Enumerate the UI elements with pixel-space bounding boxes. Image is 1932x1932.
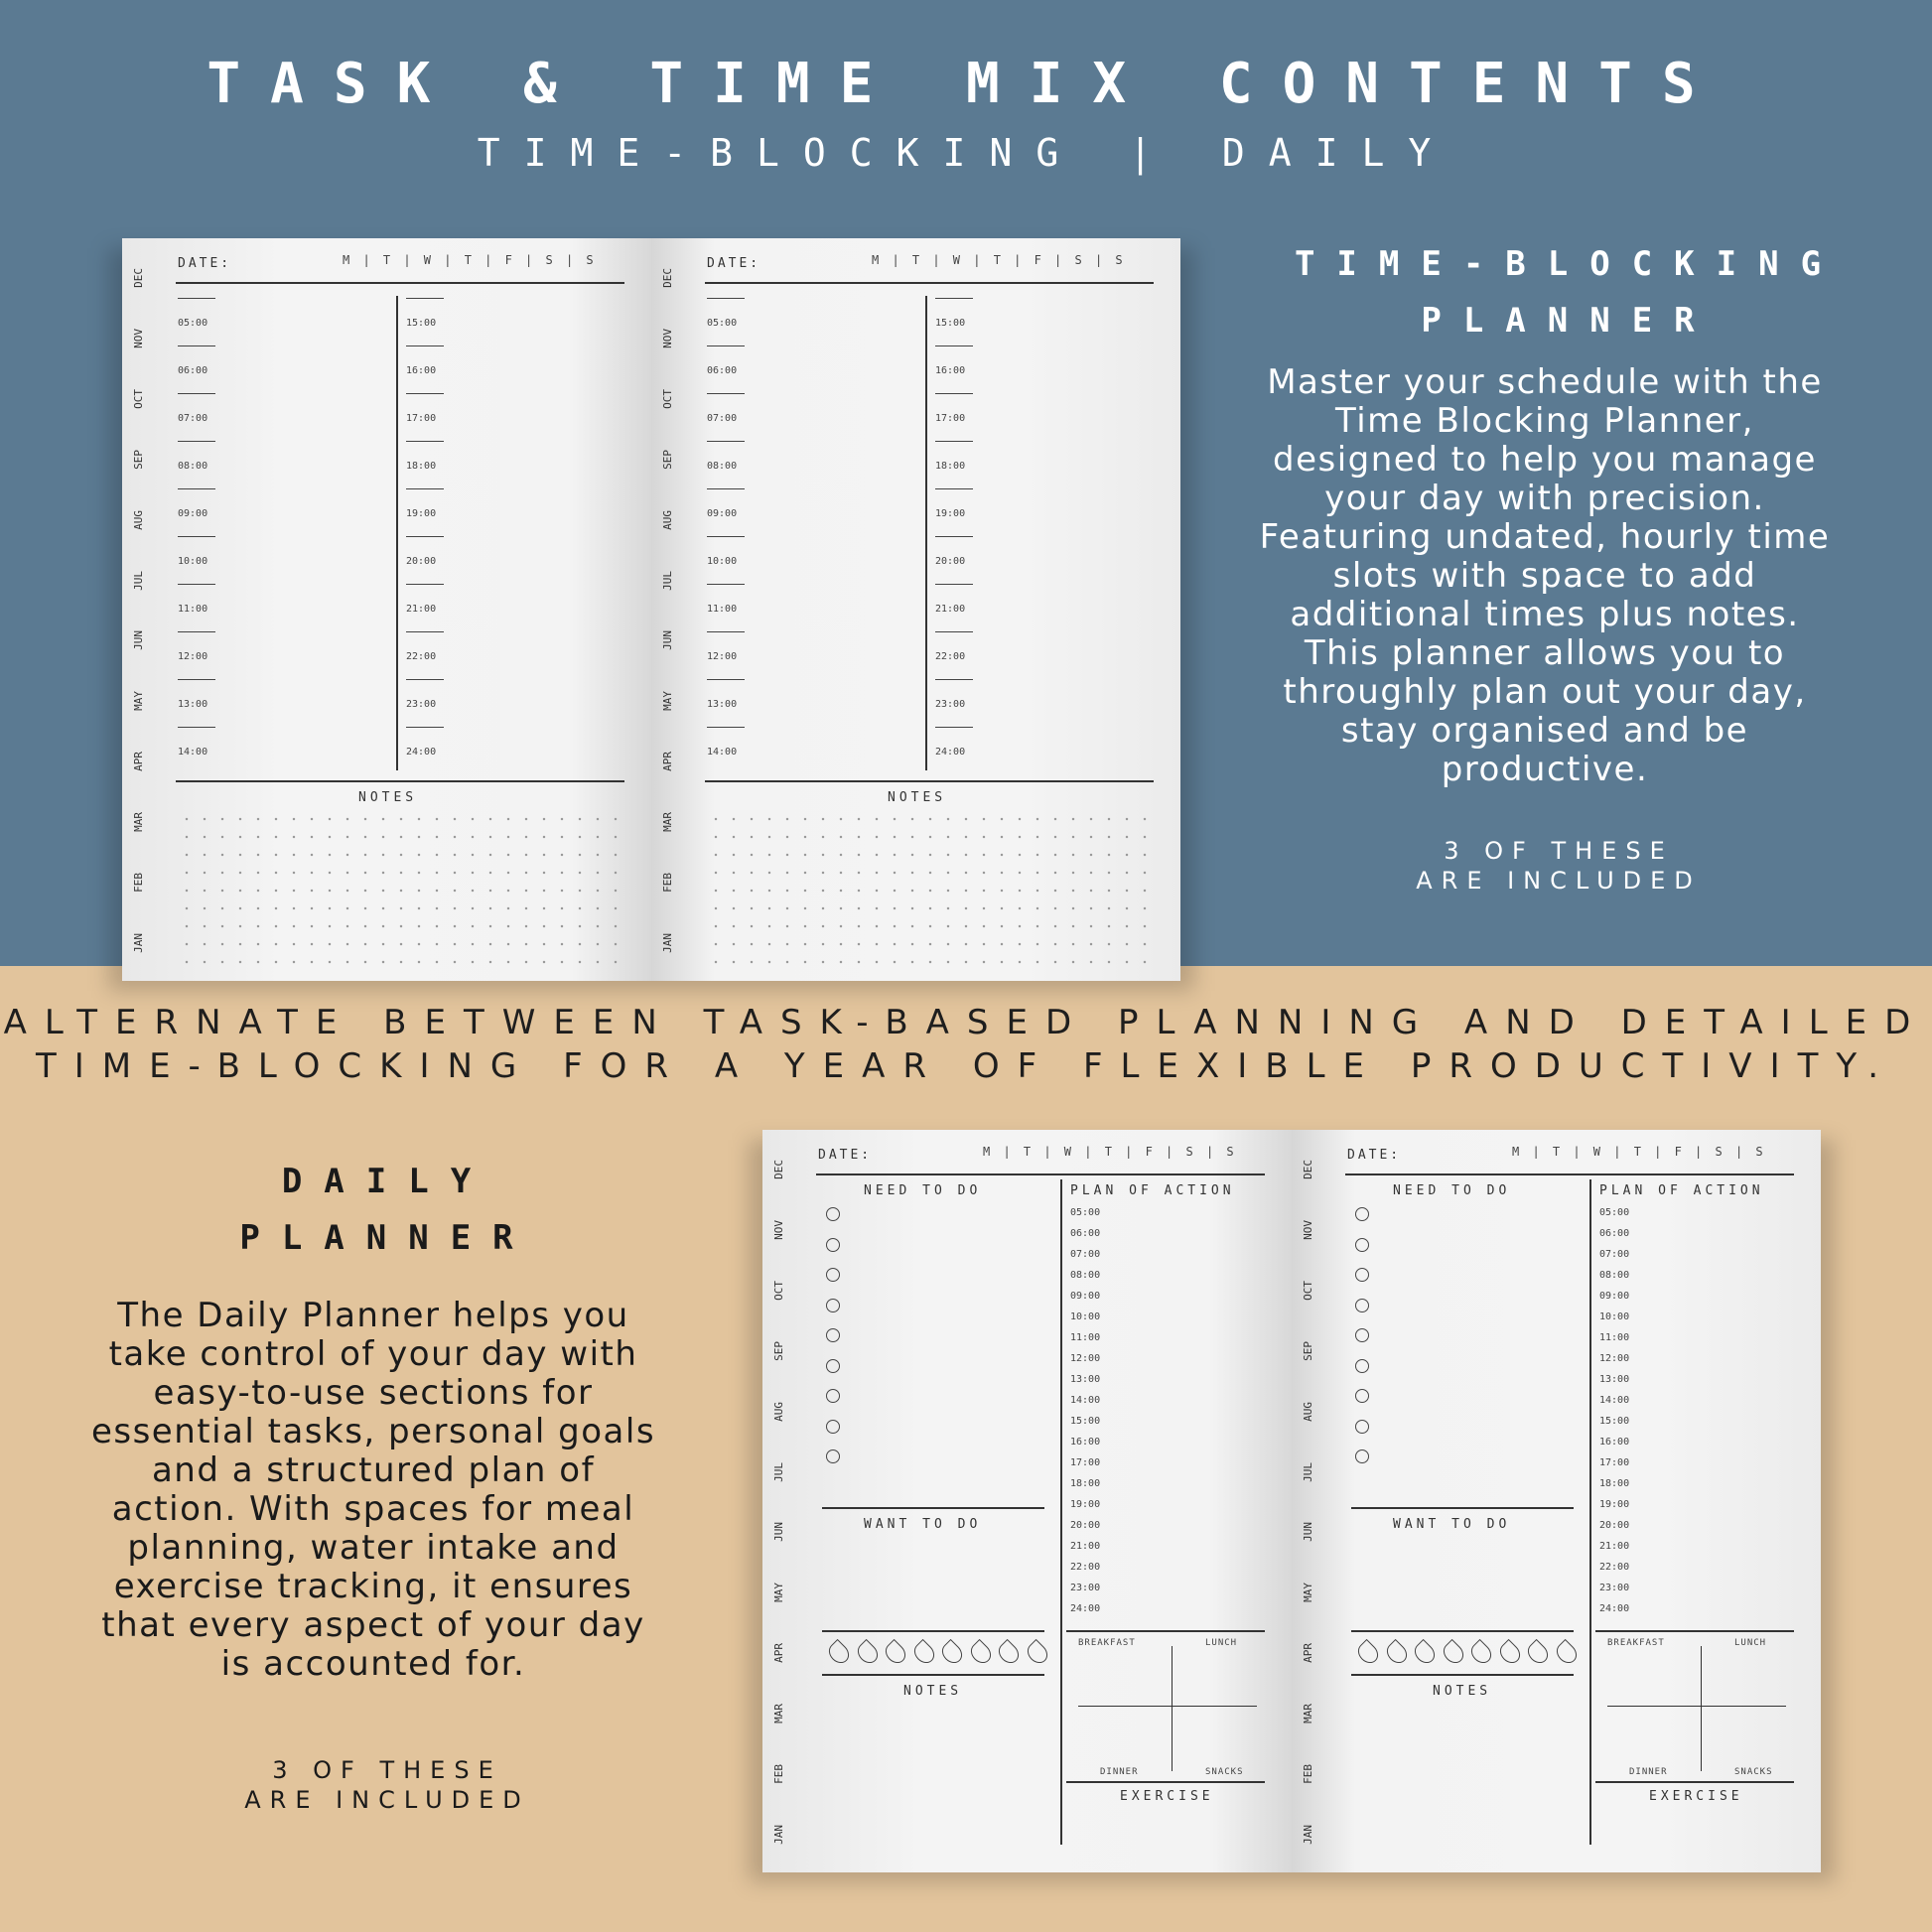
month-tabs (1298, 1160, 1317, 1845)
time-label: 14:00 (1599, 1395, 1630, 1406)
time-label: 22:00 (1070, 1562, 1101, 1573)
month-tab: AUG (1301, 1401, 1314, 1422)
snacks-label: SNACKS (1734, 1767, 1773, 1777)
time-label: 24:00 (1599, 1603, 1630, 1614)
time-label: 16:00 (406, 365, 437, 376)
dot-grid (178, 810, 621, 967)
month-tab: JUN (1301, 1522, 1314, 1543)
month-tab: JAN (1301, 1824, 1314, 1845)
month-tab: JAN (131, 932, 145, 953)
want-rule (822, 1507, 1044, 1509)
daily-heading-line2: PLANNER (239, 1218, 535, 1258)
time-slot-rule (935, 536, 973, 537)
todo-checkbox[interactable] (826, 1420, 840, 1434)
date-label: DATE: (1347, 1148, 1402, 1163)
month-tab: MAR (1301, 1704, 1314, 1725)
column-divider (925, 296, 927, 770)
time-label: 16:00 (935, 365, 966, 376)
notes-rule (176, 780, 624, 782)
month-tab: JAN (771, 1824, 785, 1845)
month-tab: OCT (771, 1280, 785, 1301)
time-label: 08:00 (1599, 1270, 1630, 1281)
time-blocking-heading-line1: TIME-BLOCKING (1294, 244, 1844, 284)
exercise-label: EXERCISE (1649, 1789, 1743, 1804)
todo-checkbox[interactable] (1355, 1449, 1369, 1463)
month-tab: DEC (1301, 1160, 1314, 1179)
month-tab: AUG (131, 509, 145, 530)
time-slot-rule (178, 727, 215, 728)
time-slot-rule (707, 679, 745, 680)
todo-checkbox[interactable] (826, 1328, 840, 1342)
time-blocking-included-note (1350, 836, 1767, 896)
time-slot-rule (406, 298, 444, 299)
water-drop-icon[interactable] (1411, 1639, 1439, 1667)
time-label: 10:00 (707, 556, 738, 567)
time-label: 21:00 (935, 604, 966, 615)
time-slot-rule (935, 441, 973, 442)
water-drop-icon[interactable] (1552, 1639, 1580, 1667)
time-label: 07:00 (1599, 1249, 1630, 1260)
month-tab: JUL (771, 1461, 785, 1482)
time-label: 11:00 (1599, 1332, 1630, 1343)
weekday-selector: M | T | W | T | F | S | S (1512, 1145, 1766, 1159)
time-slot-rule (406, 584, 444, 585)
notes-label: NOTES (888, 790, 947, 805)
todo-checkbox[interactable] (1355, 1420, 1369, 1434)
time-label: 24:00 (1070, 1603, 1101, 1614)
exercise-label: EXERCISE (1120, 1789, 1214, 1804)
time-slot-rule (935, 345, 973, 346)
time-slot-rule (178, 488, 215, 489)
time-slot-rule (178, 584, 215, 585)
time-label: 06:00 (707, 365, 738, 376)
meals-horizontal-divider (1078, 1706, 1257, 1707)
time-label: 21:00 (1070, 1541, 1101, 1552)
water-drop-icon[interactable] (938, 1639, 966, 1667)
time-slot-rule (178, 679, 215, 680)
water-drop-icon[interactable] (909, 1639, 937, 1667)
time-slot-rule (707, 536, 745, 537)
time-label: 07:00 (178, 413, 208, 424)
daily-description: The Daily Planner helps you take control of your day with easy-to-use sections for essential tasks, personal goals and a structured plan of action. With spaces for meal planning, water intake and exercise tracking, it ensures that every aspect of your day is accounted for. (90, 1296, 656, 1684)
want-to-do-label: WANT TO DO (1393, 1517, 1511, 1532)
time-label: 09:00 (1070, 1291, 1101, 1302)
time-blocking-heading-line2: PLANNER (1421, 301, 1717, 341)
time-label: 22:00 (406, 651, 437, 662)
snacks-label: SNACKS (1205, 1767, 1244, 1777)
water-drop-icon[interactable] (1354, 1639, 1382, 1667)
time-label: 17:00 (1070, 1457, 1101, 1468)
month-tab: APR (660, 752, 674, 772)
month-tab: OCT (660, 388, 674, 409)
todo-checkbox[interactable] (1355, 1328, 1369, 1342)
breakfast-label: BREAKFAST (1078, 1638, 1136, 1648)
time-slot-rule (707, 298, 745, 299)
month-tab: JAN (660, 932, 674, 953)
time-slot-rule (935, 727, 973, 728)
month-tab: JUN (660, 630, 674, 651)
month-tab: AUG (771, 1401, 785, 1422)
month-tab: SEP (660, 449, 674, 470)
time-slot-rule (178, 393, 215, 394)
time-slot-rule (707, 345, 745, 346)
time-slot-rule (178, 345, 215, 346)
time-label: 07:00 (707, 413, 738, 424)
todo-checkbox[interactable] (826, 1268, 840, 1282)
meals-vertical-divider (1701, 1646, 1702, 1771)
time-slot-rule (178, 298, 215, 299)
month-tab: MAY (1301, 1583, 1314, 1603)
notes-label: NOTES (1433, 1684, 1492, 1699)
header-rule (816, 1173, 1265, 1175)
time-slot-rule (406, 488, 444, 489)
time-label: 12:00 (707, 651, 738, 662)
month-tab: DEC (660, 268, 674, 288)
water-rule (1351, 1630, 1574, 1632)
dinner-label: DINNER (1100, 1767, 1139, 1777)
todo-checkbox[interactable] (1355, 1268, 1369, 1282)
notes-rule (1351, 1674, 1574, 1676)
month-tab: FEB (771, 1764, 785, 1784)
month-tab: APR (131, 752, 145, 772)
time-label: 06:00 (1599, 1228, 1630, 1239)
water-drop-icon[interactable] (1023, 1639, 1050, 1667)
meals-vertical-divider (1172, 1646, 1173, 1771)
month-tab: NOV (131, 328, 145, 348)
time-label: 12:00 (178, 651, 208, 662)
daily-planner-mockup (762, 1130, 1821, 1872)
todo-checkbox[interactable] (1355, 1299, 1369, 1312)
month-tab: JUL (660, 570, 674, 591)
time-label: 09:00 (1599, 1291, 1630, 1302)
todo-checkbox[interactable] (1355, 1207, 1369, 1221)
month-tab: JUN (131, 630, 145, 651)
time-slot-rule (935, 393, 973, 394)
time-slot-rule (406, 536, 444, 537)
month-tab: SEP (771, 1340, 785, 1361)
need-to-do-label: NEED TO DO (864, 1183, 982, 1198)
time-label: 11:00 (707, 604, 738, 615)
daily-included-line2: ARE INCLUDED (244, 1786, 530, 1814)
time-label: 05:00 (707, 318, 738, 329)
time-label: 21:00 (1599, 1541, 1630, 1552)
month-tab: NOV (660, 328, 674, 348)
time-label: 19:00 (1599, 1499, 1630, 1510)
time-slot-rule (406, 631, 444, 632)
daily-included-line1: 3 OF THESE (272, 1756, 502, 1784)
time-slot-rule (707, 488, 745, 489)
month-tab: SEP (131, 449, 145, 470)
weekday-selector: M | T | W | T | F | S | S (983, 1145, 1237, 1159)
todo-checkbox[interactable] (826, 1449, 840, 1463)
month-tab: OCT (1301, 1280, 1314, 1301)
time-label: 14:00 (178, 747, 208, 758)
month-tabs (768, 1160, 788, 1845)
time-label: 14:00 (1070, 1395, 1101, 1406)
time-slot-rule (406, 345, 444, 346)
time-label: 11:00 (178, 604, 208, 615)
time-label: 08:00 (707, 461, 738, 472)
time-label: 20:00 (935, 556, 966, 567)
water-drop-icon[interactable] (995, 1639, 1023, 1667)
time-slot-rule (406, 679, 444, 680)
time-label: 06:00 (1070, 1228, 1101, 1239)
column-divider (396, 296, 398, 770)
water-drop-icon[interactable] (1495, 1639, 1523, 1667)
time-blocking-included-line1: 3 OF THESE (1444, 837, 1674, 865)
time-slot-rule (935, 488, 973, 489)
todo-checkbox[interactable] (1355, 1238, 1369, 1252)
column-divider (1589, 1179, 1591, 1845)
page-subtitle: TIME-BLOCKING | DAILY (477, 131, 1455, 175)
month-tab: MAR (131, 812, 145, 833)
daily-heading-line1: DAILY (281, 1162, 493, 1201)
time-label: 21:00 (406, 604, 437, 615)
month-tab: MAY (660, 691, 674, 712)
time-slot-rule (707, 441, 745, 442)
lunch-label: LUNCH (1734, 1638, 1767, 1648)
month-tab: JUL (131, 570, 145, 591)
time-label: 08:00 (1070, 1270, 1101, 1281)
time-label: 10:00 (1599, 1311, 1630, 1322)
month-tabs (128, 268, 148, 953)
month-tab: FEB (660, 873, 674, 893)
time-label: 05:00 (1070, 1207, 1101, 1218)
time-slot-rule (406, 727, 444, 728)
time-label: 10:00 (1070, 1311, 1101, 1322)
plan-of-action-label: PLAN OF ACTION (1599, 1183, 1764, 1198)
time-label: 15:00 (1070, 1416, 1101, 1427)
time-label: 15:00 (406, 318, 437, 329)
time-slot-rule (935, 298, 973, 299)
date-label: DATE: (818, 1148, 873, 1163)
header-rule (705, 282, 1154, 284)
column-divider (1060, 1179, 1062, 1845)
time-slot-rule (178, 536, 215, 537)
time-label: 09:00 (178, 508, 208, 519)
month-tab: AUG (660, 509, 674, 530)
meals-rule (1066, 1630, 1265, 1632)
water-drop-icon[interactable] (1382, 1639, 1410, 1667)
water-drop-icon[interactable] (825, 1639, 853, 1667)
want-to-do-label: WANT TO DO (864, 1517, 982, 1532)
time-label: 13:00 (1070, 1374, 1101, 1385)
time-blocking-planner-mockup (122, 238, 1180, 981)
time-label: 13:00 (178, 699, 208, 710)
month-tab: NOV (771, 1219, 785, 1240)
notes-rule (705, 780, 1154, 782)
time-label: 23:00 (935, 699, 966, 710)
todo-checkbox[interactable] (1355, 1359, 1369, 1373)
time-label: 16:00 (1070, 1437, 1101, 1448)
time-label: 16:00 (1599, 1437, 1630, 1448)
month-tab: DEC (771, 1160, 785, 1179)
time-blocking-left-page (122, 238, 651, 981)
month-tab: FEB (1301, 1764, 1314, 1784)
time-slot-rule (707, 584, 745, 585)
weekday-selector: M | T | W | T | F | S | S (872, 253, 1126, 267)
time-label: 12:00 (1070, 1353, 1101, 1364)
time-label: 18:00 (406, 461, 437, 472)
time-label: 18:00 (1070, 1478, 1101, 1489)
month-tab: SEP (1301, 1340, 1314, 1361)
time-label: 13:00 (707, 699, 738, 710)
time-label: 18:00 (935, 461, 966, 472)
time-slot-rule (178, 631, 215, 632)
want-rule (1351, 1507, 1574, 1509)
exercise-rule (1595, 1781, 1794, 1783)
time-slot-rule (935, 584, 973, 585)
water-rule (822, 1630, 1044, 1632)
time-label: 15:00 (1599, 1416, 1630, 1427)
time-label: 05:00 (1599, 1207, 1630, 1218)
time-label: 17:00 (406, 413, 437, 424)
time-label: 18:00 (1599, 1478, 1630, 1489)
breakfast-label: BREAKFAST (1607, 1638, 1665, 1648)
time-label: 22:00 (935, 651, 966, 662)
todo-checkbox[interactable] (826, 1359, 840, 1373)
date-label: DATE: (178, 256, 232, 271)
time-label: 23:00 (1070, 1583, 1101, 1593)
time-label: 10:00 (178, 556, 208, 567)
time-label: 23:00 (1599, 1583, 1630, 1593)
lunch-label: LUNCH (1205, 1638, 1238, 1648)
time-label: 20:00 (1070, 1520, 1101, 1531)
water-drop-icon[interactable] (1467, 1639, 1495, 1667)
time-label: 14:00 (707, 747, 738, 758)
weekday-selector: M | T | W | T | F | S | S (343, 253, 597, 267)
time-label: 17:00 (935, 413, 966, 424)
dot-grid (707, 810, 1150, 967)
page-title: TASK & TIME MIX CONTENTS (207, 52, 1725, 116)
todo-checkbox[interactable] (826, 1299, 840, 1312)
water-drop-icon[interactable] (966, 1639, 994, 1667)
time-slot-rule (406, 441, 444, 442)
time-label: 20:00 (1599, 1520, 1630, 1531)
header-rule (1345, 1173, 1794, 1175)
tagline-line1: ALTERNATE BETWEEN TASK-BASED PLANNING AND DETAILED (3, 1003, 1929, 1042)
date-label: DATE: (707, 256, 761, 271)
header-rule (176, 282, 624, 284)
time-blocking-included-line2: ARE INCLUDED (1416, 867, 1702, 895)
todo-checkbox[interactable] (826, 1238, 840, 1252)
month-tab: DEC (131, 268, 145, 288)
time-slot-rule (935, 631, 973, 632)
time-label: 22:00 (1599, 1562, 1630, 1573)
plan-of-action-label: PLAN OF ACTION (1070, 1183, 1235, 1198)
time-blocking-right-page (651, 238, 1180, 981)
time-label: 11:00 (1070, 1332, 1101, 1343)
time-slot-rule (406, 393, 444, 394)
month-tab: JUN (771, 1522, 785, 1543)
todo-checkbox[interactable] (1355, 1389, 1369, 1403)
time-label: 24:00 (406, 747, 437, 758)
water-drop-icon[interactable] (1524, 1639, 1552, 1667)
time-slot-rule (935, 679, 973, 680)
notes-label: NOTES (358, 790, 418, 805)
time-label: 12:00 (1599, 1353, 1630, 1364)
time-blocking-heading (1241, 236, 1896, 349)
exercise-rule (1066, 1781, 1265, 1783)
time-label: 15:00 (935, 318, 966, 329)
month-tab: APR (1301, 1643, 1314, 1664)
month-tab: APR (771, 1643, 785, 1664)
month-tab: MAY (771, 1583, 785, 1603)
time-label: 09:00 (707, 508, 738, 519)
daily-included-note (179, 1755, 596, 1815)
time-slot-rule (707, 727, 745, 728)
time-label: 08:00 (178, 461, 208, 472)
todo-checkbox[interactable] (826, 1389, 840, 1403)
time-slot-rule (178, 441, 215, 442)
water-drop-icon[interactable] (853, 1639, 881, 1667)
time-label: 19:00 (935, 508, 966, 519)
time-label: 06:00 (178, 365, 208, 376)
time-slot-rule (707, 631, 745, 632)
time-label: 13:00 (1599, 1374, 1630, 1385)
month-tab: NOV (1301, 1219, 1314, 1240)
daily-heading (199, 1154, 576, 1267)
month-tab: FEB (131, 873, 145, 893)
time-label: 19:00 (1070, 1499, 1101, 1510)
daily-left-page (762, 1130, 1292, 1872)
meals-horizontal-divider (1607, 1706, 1786, 1707)
tagline-line2: TIME-BLOCKING FOR A YEAR OF FLEXIBLE PRODUCTIVITY. (35, 1046, 1897, 1086)
time-label: 17:00 (1599, 1457, 1630, 1468)
daily-right-page (1292, 1130, 1821, 1872)
time-label: 05:00 (178, 318, 208, 329)
time-label: 19:00 (406, 508, 437, 519)
month-tab: MAR (660, 812, 674, 833)
month-tab: MAY (131, 691, 145, 712)
time-label: 20:00 (406, 556, 437, 567)
time-blocking-description: Master your schedule with the Time Blocking Planner, designed to help you manage your day with precision. Featuring undated, hourly time slots with space to add additional times plus notes. This planner allows you to throughly plan out your day, stay organised and be productive. (1259, 362, 1831, 789)
dinner-label: DINNER (1629, 1767, 1668, 1777)
time-slot-rule (707, 393, 745, 394)
water-drop-icon[interactable] (1439, 1639, 1466, 1667)
month-tab: OCT (131, 388, 145, 409)
meals-rule (1595, 1630, 1794, 1632)
month-tab: JUL (1301, 1461, 1314, 1482)
need-to-do-label: NEED TO DO (1393, 1183, 1511, 1198)
time-label: 07:00 (1070, 1249, 1101, 1260)
water-drop-icon[interactable] (882, 1639, 909, 1667)
todo-checkbox[interactable] (826, 1207, 840, 1221)
month-tab: MAR (771, 1704, 785, 1725)
notes-label: NOTES (903, 1684, 963, 1699)
month-tabs (657, 268, 677, 953)
notes-rule (822, 1674, 1044, 1676)
time-label: 23:00 (406, 699, 437, 710)
time-label: 24:00 (935, 747, 966, 758)
